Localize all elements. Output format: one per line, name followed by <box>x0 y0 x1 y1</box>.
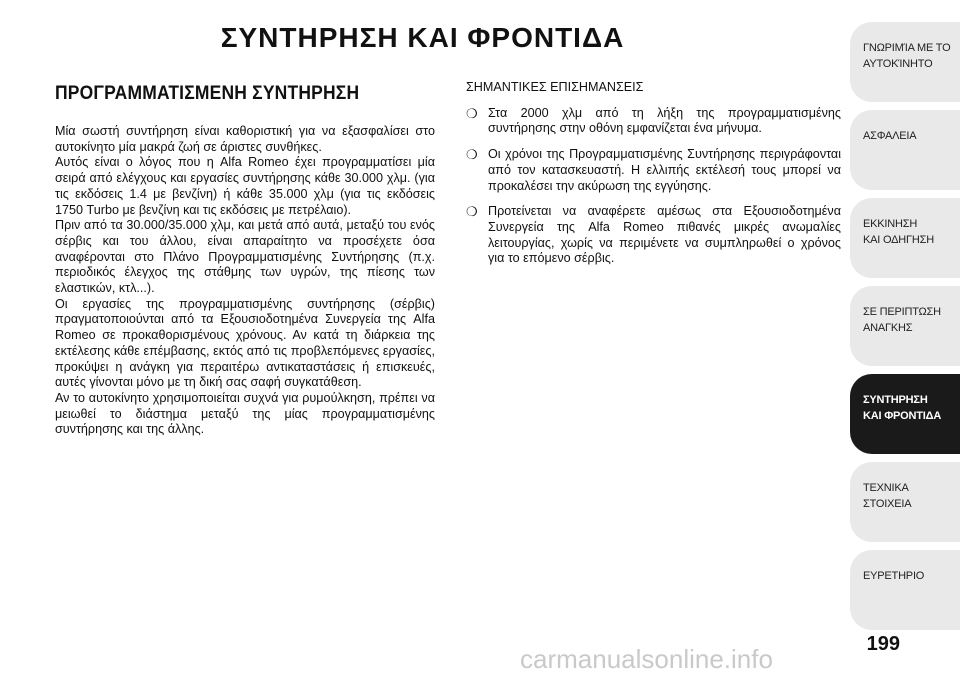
notes-heading: ΣΗΜΑΝΤΙΚΕΣ ΕΠΙΣΗΜΑΝΣΕΙΣ <box>466 80 644 94</box>
tab-label: ΤΕΧΝΙΚΑ <box>863 482 909 494</box>
paragraph: Οι εργασίες της προγραμματισμένης συντήρησης (σέρβις) πραγματοποιούνται από τα Εξουσιοδοτημένα Συνεργεία της Alfa Romeo σε προκαθορισμένους χρόνους. Αν κατά τη διάρκεια της εκτέλεσης κάθε επέμβασης, εκτός από τις προβλεπόμενες εργασίες, προκύψει η ανάγκη για περαιτέρω αντικαταστάσεις ή επισκευές, αυτές γίνονται μόνο με τη δική σας σαφή συγκατάθεση. <box>55 296 435 390</box>
paragraph: Μία σωστή συντήρηση είναι καθοριστική για να εξασφαλίσει στο αυτοκίνητο μία μακρά ζωή σε άριστες συνθήκες. <box>55 124 435 154</box>
tab-label: ΑΝΑΓΚΗΣ <box>863 322 913 334</box>
list-item <box>466 147 841 194</box>
page-number: 199 <box>866 633 900 655</box>
section-heading-scheduled-maintenance: ΠΡΟΓΡΑΜΜΑΤΙΣΜΕΝΗ ΣΥΝΤΗΡΗΣΗ <box>55 83 360 104</box>
circle-bullet-icon: ❍ <box>466 147 478 163</box>
page-title: ΣΥΝΤΗΡΗΣΗ ΚΑΙ ΦΡΟΝΤΙΔΑ <box>220 22 625 53</box>
tab-label: ΣΕ ΠΕΡΙΠΤΩΣΗ <box>863 306 941 318</box>
tab-label: ΚΑΙ ΟΔΗΓΗΣΗ <box>863 234 934 246</box>
paragraph: Αυτός είναι ο λόγος που η Alfa Romeo έχει προγραμματίσει μία σειρά από ελέγχους και εργασίες συντήρησης κάθε 30.000 χλμ. (για τις εκδόσεις 1.4 με βενζίνη) ή κάθε 35.000 χλμ (για τις εκδόσεις 1750 Turbo με βενζίνη και τις εκδόσεις με πετρέλαιο). <box>55 155 435 217</box>
paragraph: Πριν από τα 30.000/35.000 χλμ, και μετά από αυτά, μεταξύ του ενός σέρβις και του άλλου, είναι απαραίτητο να προσέχετε όσα αναφέρονται στο Πλάνο Προγραμματισμένης Συντήρησης (π.χ. περιοδικός έλεγχος της στάθμης των υγρών, της πίεσης των ελαστικών, κτλ...). <box>55 218 435 296</box>
tab-technical-specs[interactable] <box>850 462 960 542</box>
circle-bullet-icon: ❍ <box>466 105 478 121</box>
tab-safety[interactable] <box>850 110 960 190</box>
note-text: Στα 2000 χλμ από τη λήξη της προγραμματισμένης συντήρησης στην οθόνη εμφανίζεται ένα μήνυμα. <box>488 105 841 136</box>
tab-label: ΑΥΤΟΚΊΝΗΤΟ <box>863 58 933 70</box>
note-text: Προτείνεται να αναφέρετε αμέσως στα Εξουσιοδοτημένα Συνεργεία της Alfa Romeo πιθανές μικρές ανωμαλίες λειτουργίας, χωρίς να περιμένετε να συμπληρωθεί ο χρόνος για το επόμενο σέρβις. <box>488 204 841 266</box>
tab-label: ΕΚΚΙΝΗΣΗ <box>863 218 918 230</box>
tab-emergency[interactable] <box>850 286 960 366</box>
note-text: Οι χρόνοι της Προγραμματισμένης Συντήρησης περιγράφονται από τον κατασκευαστή. Η ελλιπής εκτέλεσή τους μπορεί να προκαλέσει την ακύρωση της εγγύησης. <box>488 147 841 193</box>
chapter-tabs <box>850 22 960 638</box>
left-column <box>55 124 435 438</box>
tab-label: ΕΥΡΕΤΗΡΙΟ <box>863 570 925 582</box>
tab-label: ΣΥΝΤΗΡΗΣΗ <box>863 394 928 406</box>
tab-label: ΓΝΩΡΙΜΊΑ ΜΕ ΤΟ <box>863 42 951 54</box>
tab-maintenance-care[interactable] <box>850 374 960 454</box>
tab-label: ΑΣΦΑΛΕΙΑ <box>863 130 917 142</box>
list-item <box>466 204 841 267</box>
tab-label: ΚΑΙ ΦΡΟΝΤΙΔΑ <box>863 410 942 422</box>
tab-starting-driving[interactable] <box>850 198 960 278</box>
paragraph: Αν το αυτοκίνητο χρησιμοποιείται συχνά για ρυμούλκηση, πρέπει να μειωθεί το διάστημα μεταξύ της μίας προγραμματισμένης συντήρησης και της άλλης. <box>55 390 435 437</box>
tab-getting-to-know-car[interactable] <box>850 22 960 102</box>
tab-index[interactable] <box>850 550 960 630</box>
watermark: carmanualsonline.info <box>520 644 773 674</box>
tab-label: ΣΤΟΙΧΕΙΑ <box>863 498 912 510</box>
list-item <box>466 106 841 137</box>
circle-bullet-icon: ❍ <box>466 204 478 220</box>
right-column <box>466 80 841 277</box>
